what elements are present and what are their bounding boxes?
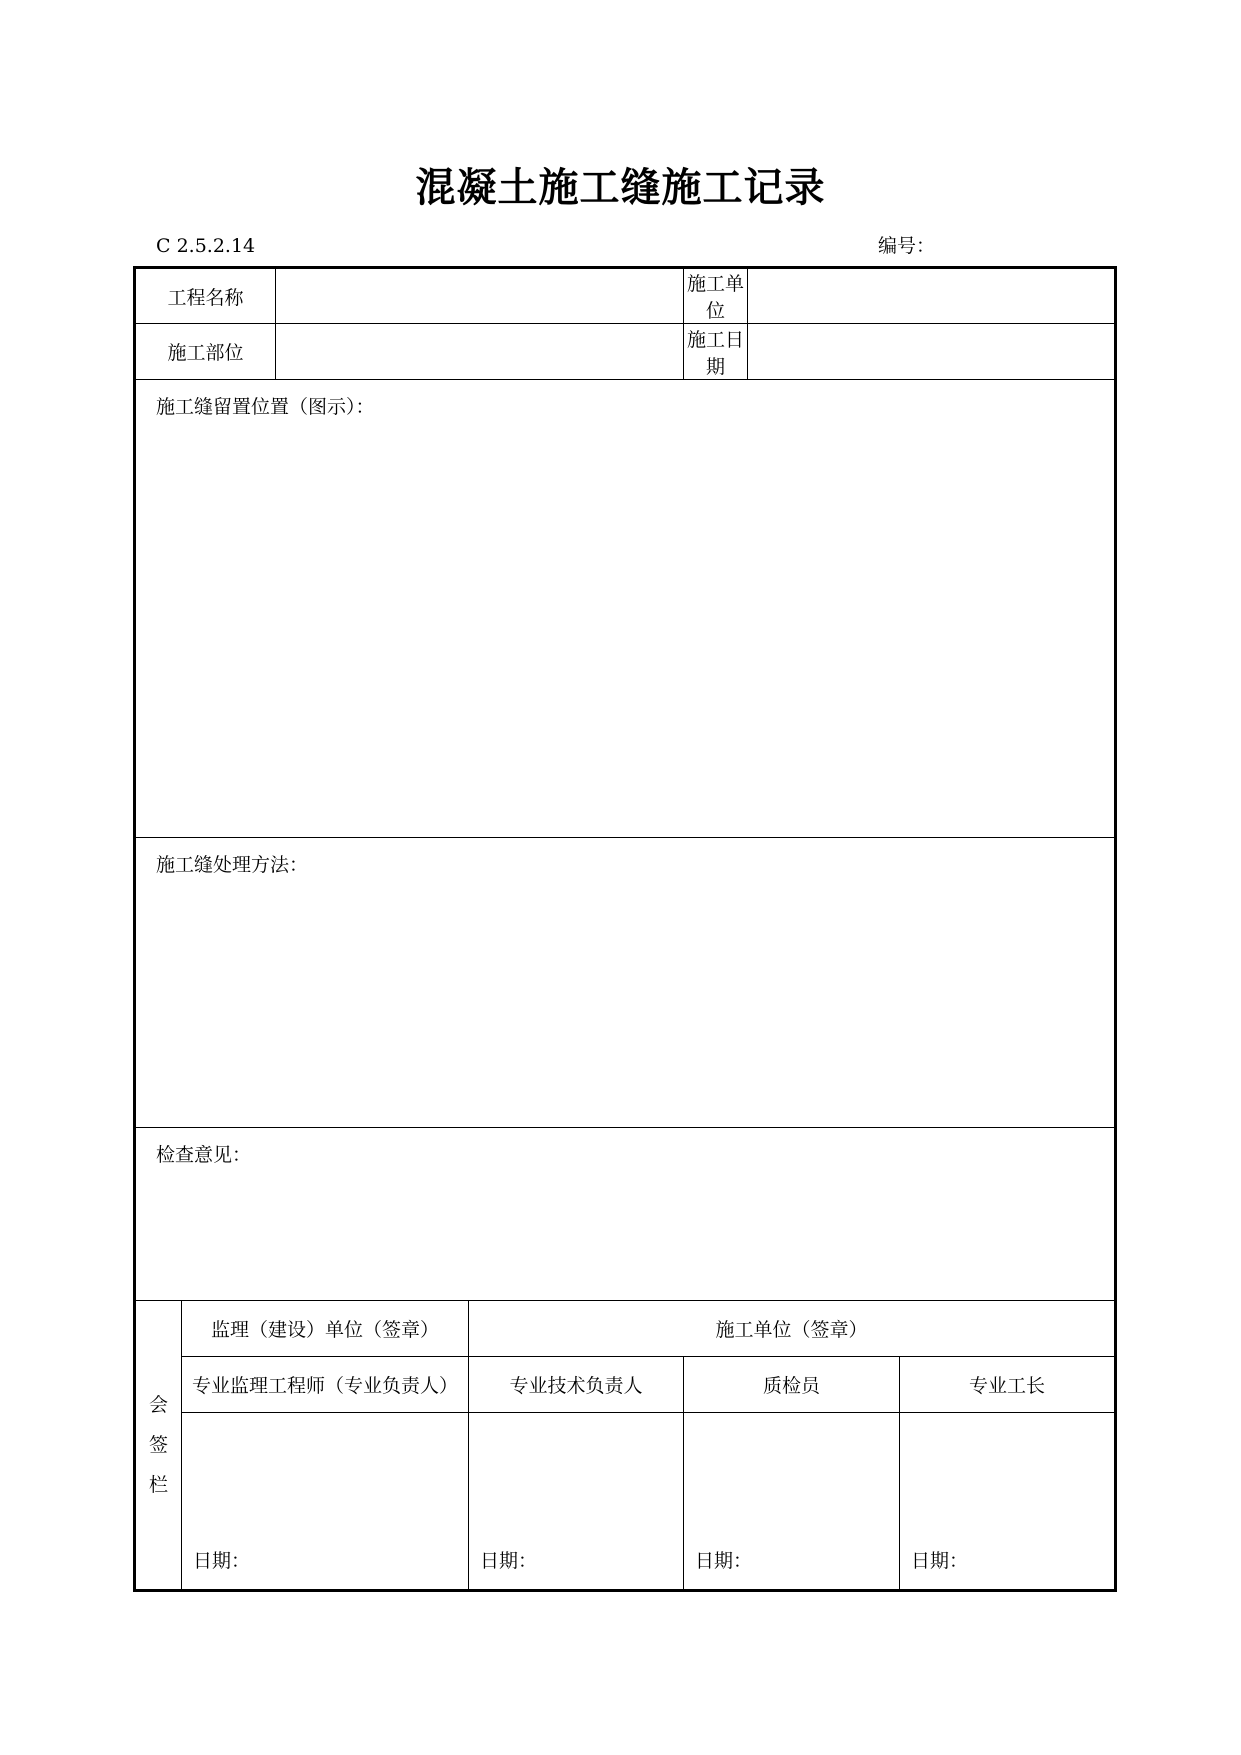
- role-technical-lead: 专业技术负责人: [469, 1357, 684, 1413]
- construction-date-field[interactable]: [748, 324, 1116, 380]
- location-label: 施工部位: [135, 324, 276, 380]
- side-char-3: 栏: [148, 1474, 168, 1496]
- form-code: C 2.5.2.14: [156, 235, 256, 257]
- date-label: 日期：: [480, 1550, 538, 1572]
- joint-position-section[interactable]: [135, 380, 1116, 838]
- signature-cell-foreman[interactable]: [900, 1413, 1116, 1591]
- date-label: 日期：: [193, 1550, 251, 1572]
- joint-position-label: 施工缝留置位置（图示）：: [156, 396, 375, 418]
- construction-date-label: 施工日期: [684, 324, 748, 380]
- supervisor-unit-header: 监理（建设）单位（签章）: [182, 1301, 469, 1357]
- signature-cell-quality-inspector[interactable]: [684, 1413, 900, 1591]
- date-label: 日期：: [695, 1550, 753, 1572]
- inspection-opinion-label: 检查意见：: [156, 1144, 252, 1166]
- signature-cell-technical-lead[interactable]: [469, 1413, 684, 1591]
- document-title: 混凝土施工缝施工记录: [415, 164, 826, 211]
- side-char-1: 会: [148, 1394, 168, 1416]
- location-field[interactable]: [276, 324, 684, 380]
- treatment-method-section[interactable]: [135, 838, 1116, 1128]
- side-char-2: 签: [148, 1434, 168, 1456]
- role-supervisor-engineer: 专业监理工程师（专业负责人）: [182, 1357, 469, 1413]
- date-label: 日期：: [911, 1550, 969, 1572]
- number-label: 编号：: [878, 235, 936, 257]
- project-name-field[interactable]: [276, 268, 684, 324]
- treatment-method-label: 施工缝处理方法：: [156, 854, 309, 876]
- construction-unit-header: 施工单位（签章）: [469, 1301, 1116, 1357]
- role-quality-inspector: 质检员: [684, 1357, 900, 1413]
- record-form: [133, 266, 1117, 1592]
- signature-side-label: [135, 1301, 182, 1591]
- role-foreman: 专业工长: [900, 1357, 1116, 1413]
- signature-cell-supervisor[interactable]: [182, 1413, 469, 1591]
- contractor-label: 施工单位: [684, 268, 748, 324]
- project-name-label: 工程名称: [135, 268, 276, 324]
- inspection-opinion-section[interactable]: [135, 1128, 1116, 1301]
- contractor-field[interactable]: [748, 268, 1116, 324]
